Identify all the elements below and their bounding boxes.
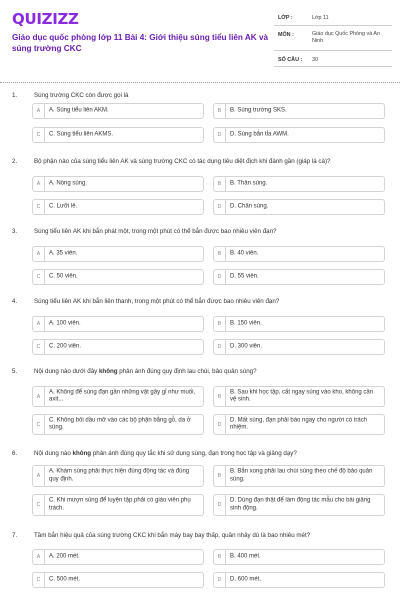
option-letter: A (33, 387, 45, 406)
question-text (34, 450, 374, 458)
header-divider (0, 82, 400, 83)
option-text: D. 300 viên. (230, 343, 263, 350)
option-letter: D (214, 270, 226, 284)
option-text: A. Khám súng phải thực hiện đúng động tác và đúng quy định. (49, 468, 190, 482)
option-c[interactable] (32, 199, 204, 215)
option-a[interactable] (32, 316, 204, 332)
option-b[interactable] (213, 549, 385, 565)
option-letter: A (33, 317, 45, 331)
option-text: D. 600 mét. (230, 576, 262, 583)
question-text: Súng tiểu liên AK khi bắn phát một, trong một phút có thể bắn được bao nhiêu viên đạn? (34, 228, 277, 235)
option-d[interactable] (213, 269, 385, 285)
option-text: A. 100 viên. (49, 320, 81, 327)
question-text: Súng tiểu liên AK khi bắn liên thanh, trong một phút có thể bắn được bao nhiêu viên đạn? (34, 298, 280, 305)
option-letter: D (214, 495, 226, 515)
option-c[interactable] (32, 339, 204, 355)
option-text: B. Bắn xong phải lau chùi súng theo chế độ bảo quản súng. (230, 468, 373, 482)
option-text: C. 500 mét. (49, 576, 81, 583)
option-c[interactable] (32, 494, 204, 516)
option-letter: C (33, 415, 45, 434)
option-letter: C (33, 340, 45, 354)
option-text: D. Mất súng, đạn phải báo ngay cho người có trách nhiệm. (230, 417, 368, 431)
option-letter: A (33, 466, 45, 486)
question-text-part: Nội dung nào dưới đây (34, 368, 99, 375)
option-letter: A (33, 177, 45, 191)
question-number: 2. (12, 158, 18, 165)
option-text: B. Sau khi học tập, cất ngay súng vào kho, không cần vệ sinh. (230, 389, 374, 403)
option-letter: D (214, 340, 226, 354)
meta-label: LỚP : (278, 15, 293, 21)
option-text: B. Súng trường SKS. (230, 107, 287, 114)
option-letter: A (33, 550, 45, 564)
option-letter: B (214, 104, 226, 118)
option-letter: C (33, 495, 45, 515)
option-b[interactable] (213, 246, 385, 262)
meta-row-question-count (274, 51, 392, 67)
document-title: Giáo dục quốc phòng lớp 11 Bài 4: Giới thiệu súng tiểu liên AK và súng trường CKC (12, 33, 269, 53)
option-d[interactable] (213, 199, 385, 215)
option-c[interactable] (32, 127, 204, 143)
option-c[interactable] (32, 269, 204, 285)
option-text: A. Không để súng đạn gần những vật gây gỉ như muối, axit... (49, 389, 196, 403)
meta-value: Giáo dục Quốc Phòng và An Ninh (312, 31, 381, 44)
worksheet-header (0, 0, 400, 80)
option-b[interactable] (213, 176, 385, 192)
question-number: 4. (12, 298, 18, 305)
option-text: B. 150 viên. (230, 320, 262, 327)
question-number: 3. (12, 228, 18, 235)
option-letter: B (214, 387, 226, 406)
question-text-part: phản ánh đúng quy tắc khi sử dụng súng, đạn trong học tập và giảng dạy? (91, 450, 297, 457)
option-letter: C (33, 128, 45, 142)
question-text: Tầm bắn hiệu quả của súng trường CKC khi bắn máy bay bay thấp, quân nhảy dù là bao nhiêu mét? (34, 532, 311, 539)
option-c[interactable] (32, 414, 204, 435)
meta-row-subject (274, 26, 392, 51)
question-number: 7. (12, 532, 18, 539)
option-letter: A (33, 104, 45, 118)
meta-value: 30 (312, 57, 318, 63)
option-d[interactable] (213, 127, 385, 143)
option-d[interactable] (213, 414, 385, 435)
option-text: B. 400 mét. (230, 553, 261, 560)
question-text-part: phản ánh đúng quy định lau chùi, bảo quản súng? (117, 368, 257, 375)
question-text: Súng trường CKC còn được gọi là (34, 92, 129, 99)
question-text-emphasis: không (72, 450, 92, 457)
meta-value: Lớp 11 (312, 15, 329, 21)
option-a[interactable] (32, 386, 204, 407)
option-a[interactable] (32, 103, 204, 119)
option-c[interactable] (32, 572, 204, 588)
meta-label: SỐ CÂU : (278, 57, 303, 63)
question-number: 6. (12, 450, 18, 457)
question-number: 5. (12, 368, 18, 375)
option-a[interactable] (32, 549, 204, 565)
option-letter: D (214, 128, 226, 142)
question-text-emphasis: không (98, 368, 118, 375)
option-text: D. Chân súng. (230, 203, 269, 210)
option-letter: D (214, 200, 226, 214)
option-letter: B (214, 247, 226, 261)
option-a[interactable] (32, 246, 204, 262)
meta-row-class (274, 9, 392, 26)
option-letter: C (33, 200, 45, 214)
option-text: B. Thân súng. (230, 180, 268, 187)
option-text: A. Súng tiểu liên AKM. (49, 107, 109, 114)
option-text: A. 200 mét. (49, 553, 80, 560)
option-text: D. Dùng đạn thật để làm động tác mẫu cho bài giảng sinh động. (230, 497, 371, 511)
question-text-part: Nội dung nào (34, 450, 73, 457)
option-d[interactable] (213, 572, 385, 588)
option-text: A. Nòng súng. (49, 180, 88, 187)
option-text: A. 35 viên. (49, 250, 78, 257)
quizizz-logo: QUIZIZZ (12, 10, 79, 28)
option-b[interactable] (213, 465, 385, 487)
option-b[interactable] (213, 316, 385, 332)
option-text: C. 50 viên. (49, 273, 78, 280)
option-b[interactable] (213, 103, 385, 119)
option-text: C. Lưỡi lê. (49, 203, 78, 210)
option-a[interactable] (32, 176, 204, 192)
option-text: C. Súng tiểu liên AKMS. (49, 131, 114, 138)
option-letter: C (33, 270, 45, 284)
option-d[interactable] (213, 494, 385, 516)
option-letter: B (214, 550, 226, 564)
option-b[interactable] (213, 386, 385, 407)
option-a[interactable] (32, 465, 204, 487)
option-letter: B (214, 317, 226, 331)
option-text: D. 55 viên. (230, 273, 259, 280)
option-text: C. Khi mượn súng để luyện tập phải có giáo viên phụ trách. (49, 497, 191, 511)
option-letter: C (33, 573, 45, 587)
question-text (34, 368, 374, 376)
question-number: 1. (12, 92, 18, 99)
option-letter: D (214, 415, 226, 434)
option-letter: A (33, 247, 45, 261)
option-text: B. 40 viên. (230, 250, 259, 257)
option-d[interactable] (213, 339, 385, 355)
option-letter: D (214, 573, 226, 587)
meta-label: MÔN : (278, 32, 294, 38)
option-letter: B (214, 466, 226, 486)
meta-info-box (274, 9, 392, 67)
option-letter: B (214, 177, 226, 191)
option-text: C. 200 viên. (49, 343, 82, 350)
option-text: C. Không bôi dầu mỡ vào các bộ phận bằng gỗ, da ở súng. (49, 417, 191, 431)
question-text: Bộ phận nào của súng tiểu liên AK và súng trường CKC có tác dụng tiêu diệt địch khi đánh gần (giáp lá cà)? (34, 158, 331, 165)
option-text: D. Súng bắn tỉa AWM. (230, 131, 289, 138)
